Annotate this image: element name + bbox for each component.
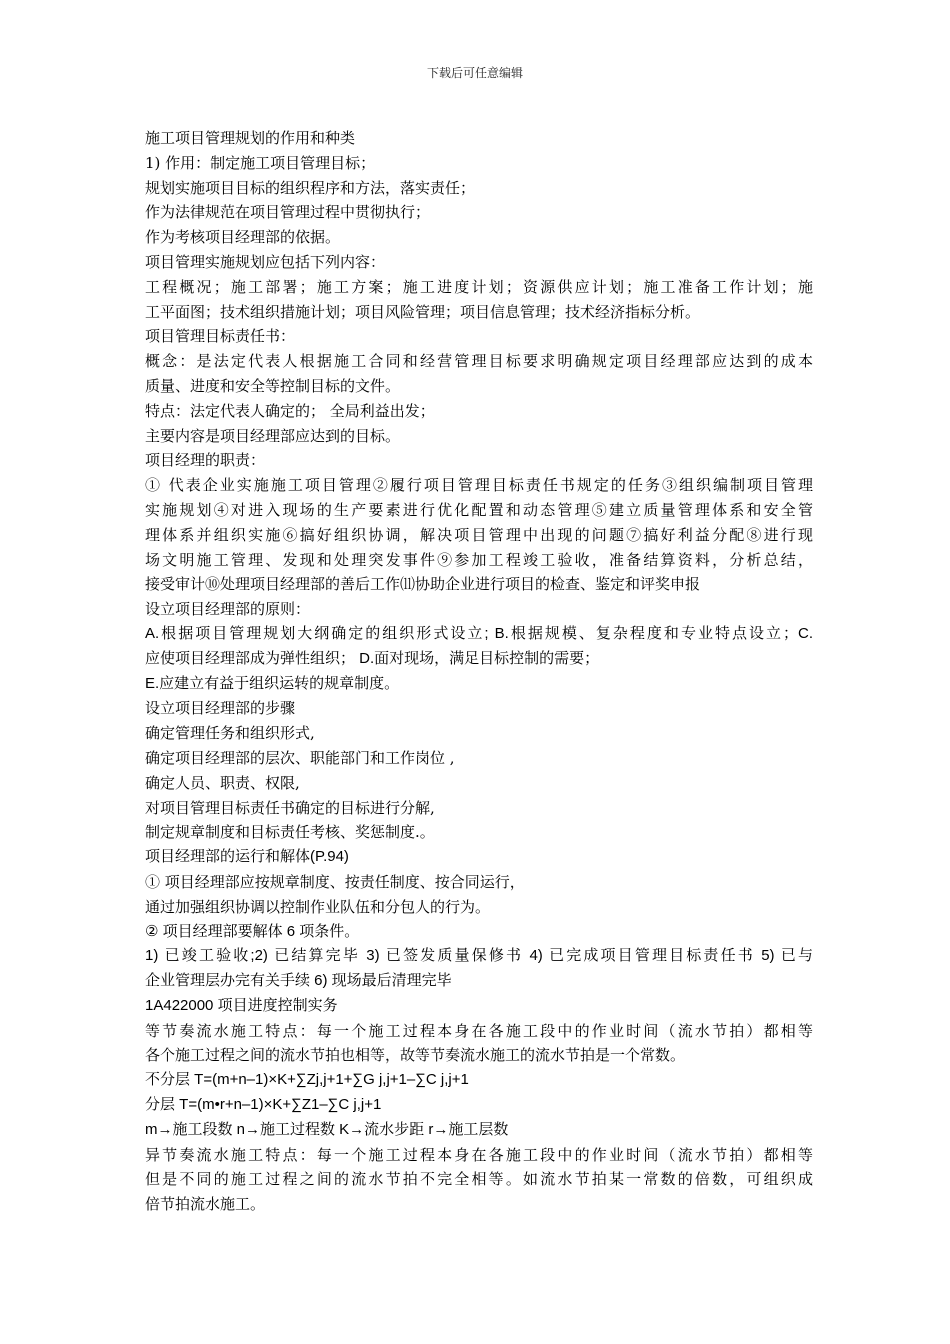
text-line: 确定人员、职责、权限, (145, 773, 300, 792)
text-line: E.应建立有益于组织运转的规章制度。 (145, 674, 400, 692)
text-line: 工程概况；施工部署；施工方案；施工进度计划；资源供应计划；施工准备工作计划；施 (145, 277, 813, 296)
text-line: 规划实施项目目标的组织程序和方法，落实责任； (145, 178, 476, 197)
text-line: 项目经理的职责： (145, 451, 266, 470)
text-line: 施工项目管理规划的作用和种类 (145, 129, 356, 147)
text-line: 等节奏流水施工特点：每一个施工过程本身在各施工段中的作业时间（流水节拍）都相等 (145, 1021, 813, 1040)
text-line: 确定项目经理部的层次、职能部门和工作岗位 , (145, 748, 455, 767)
text-line: ② 项目经理部要解体 6 项条件。 (145, 922, 360, 940)
text-line: 概念：是法定代表人根据施工合同和经营管理目标要求明确规定项目经理部应达到的成本 (145, 352, 813, 371)
text-line: 分层 T=(m•r+n–1)×K+∑Z1–∑C j,j+1 (145, 1096, 382, 1114)
text-line: 异节奏流水施工特点：每一个施工过程本身在各施工段中的作业时间（流水节拍）都相等 (145, 1145, 813, 1164)
text-line: 项目经理部的运行和解体(P.94) (145, 848, 349, 866)
text-line: 设立项目经理部的原则： (145, 600, 311, 619)
text-line: 1) 已竣工验收;2) 已结算完毕 3) 已签发质量保修书 4) 已完成项目管理目标责任书 5) 已与 (145, 947, 813, 965)
text-line: 1A422000 项目进度控制实务 (145, 996, 338, 1014)
document-body (145, 126, 813, 1217)
text-line: 设立项目经理部的步骤 (145, 699, 296, 718)
page-header: 下载后可任意编辑 (426, 66, 523, 80)
text-line: 项目管理实施规划应包括下列内容： (145, 252, 386, 271)
text-line: 作为法律规范在项目管理过程中贯彻执行； (145, 203, 431, 222)
text-line: 特点：法定代表人确定的； 全局利益出发； (145, 401, 435, 420)
text-line: m→施工段数 n→施工过程数 K→流水步距 r→施工层数 (145, 1120, 509, 1138)
text-line: 场文明施工管理、发现和处理突发事件⑨参加工程竣工验收，准备结算资料，分析总结， (145, 550, 813, 569)
text-line: 通过加强组织协调以控制作业队伍和分包人的行为。 (145, 897, 491, 916)
text-line: 倍节拍流水施工。 (145, 1195, 266, 1214)
text-line: 不分层 T=(m+n–1)×K+∑Zj,j+1+∑G j,j+1–∑C j,j+1 (145, 1071, 469, 1089)
text-line: 制定规章制度和目标责任考核、奖惩制度.。 (145, 823, 435, 842)
text-line: 质量、进度和安全等控制目标的文件。 (145, 376, 401, 395)
text-line: 确定管理任务和组织形式, (145, 724, 315, 743)
text-line: 各个施工过程之间的流水节拍也相等，故等节奏流水施工的流水节拍是一个常数。 (145, 1046, 686, 1065)
text-line: 主要内容是项目经理部应达到的目标。 (145, 426, 401, 445)
text-line: 实施规划④对进入现场的生产要素进行优化配置和动态管理⑤建立质量管理体系和安全管 (145, 500, 813, 519)
text-line: 理体系并组织实施⑥搞好组织协调，解决项目管理中出现的问题⑦搞好利益分配⑧进行现 (145, 525, 813, 544)
text-line: 应使项目经理部成为弹性组织； D.面对现场，满足目标控制的需要； (145, 649, 600, 667)
text-line: 但是不同的施工过程之间的流水节拍不完全相等。如流水节拍某一常数的倍数，可组织成 (145, 1170, 813, 1189)
text-line: 接受审计⑩处理项目经理部的善后工作⑾协助企业进行项目的检查、鉴定和评奖申报 (145, 575, 701, 594)
text-line: A.根据项目管理规划大纲确定的组织形式设立; B.根据规模、复杂程度和专业特点设立；C. (145, 624, 813, 642)
text-line: 项目管理目标责任书： (145, 327, 296, 346)
text-line: ① 代表企业实施施工项目管理②履行项目管理目标责任书规定的任务③组织编制项目管理 (145, 476, 813, 495)
text-line: 工平面图；技术组织措施计划；项目风险管理；项目信息管理；技术经济指标分析。 (145, 302, 701, 321)
text-line: 企业管理层办完有关手续 6) 现场最后清理完毕 (145, 972, 452, 990)
text-line: ① 项目经理部应按规章制度、按责任制度、按合同运行， (145, 872, 525, 891)
text-line: 1) 作用：制定施工项目管理目标； (145, 153, 376, 172)
text-line: 对项目管理目标责任书确定的目标进行分解, (145, 798, 435, 817)
text-line: 作为考核项目经理部的依据。 (145, 228, 341, 247)
